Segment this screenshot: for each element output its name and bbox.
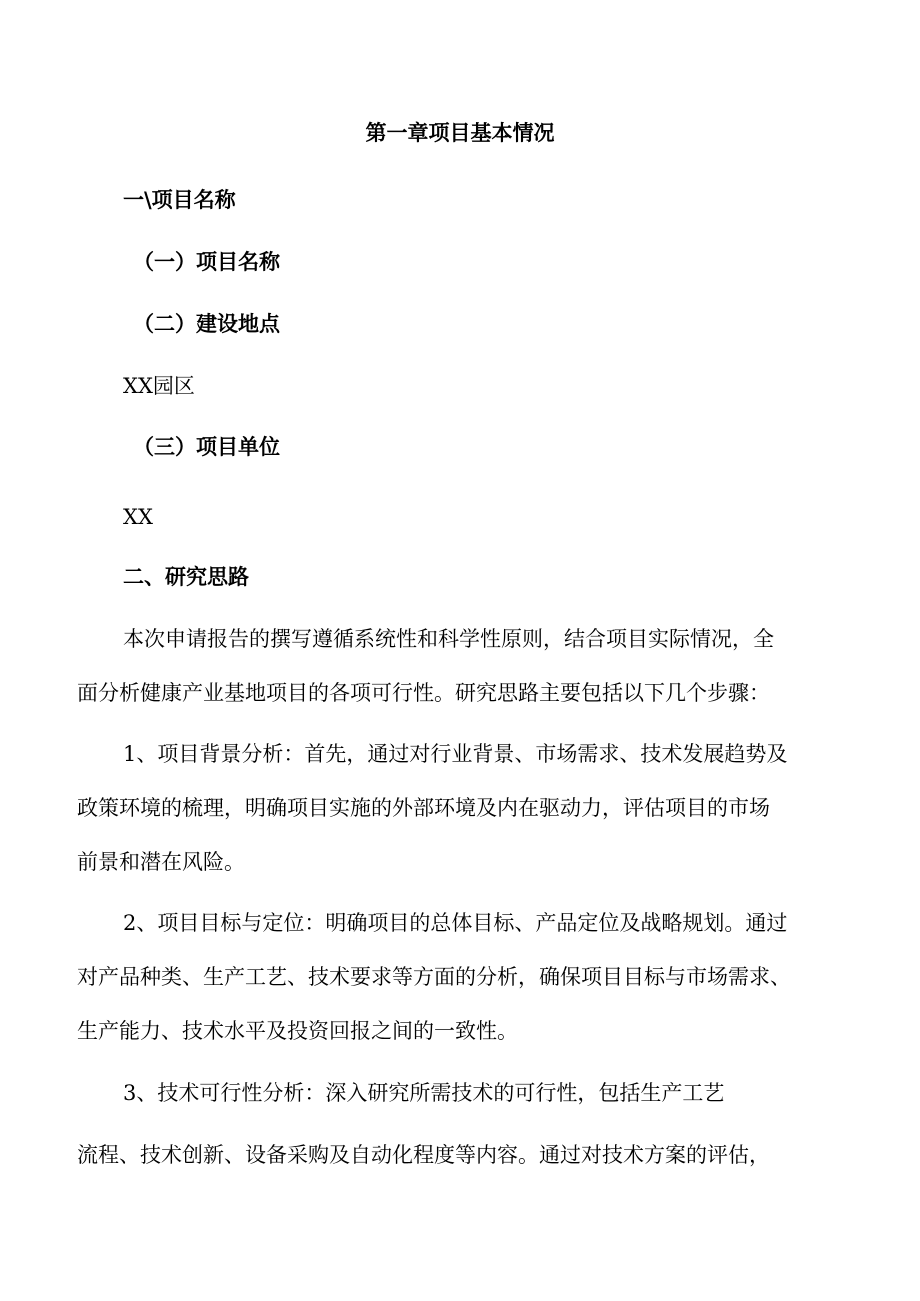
paragraph-intro-line: 面分析健康产业基地项目的各项可行性。研究思路主要包括以下几个步骤： (77, 681, 770, 705)
project-unit-value: XX (123, 505, 153, 529)
paragraph-step3-line: 3、技术可行性分析：深入研究所需技术的可行性，包括生产工艺 (123, 1081, 725, 1105)
construction-site-value: XX园区 (123, 374, 195, 398)
paragraph-step2-line: 2、项目目标与定位：明确项目的总体目标、产品定位及战略规划。通过 (123, 911, 788, 935)
paragraph-step2-line: 生产能力、技术水平及投资回报之间的一致性。 (77, 1019, 518, 1043)
subsection-heading-1: （一）项目名称 (133, 249, 280, 274)
paragraph-step1-line: 前景和潜在风险。 (77, 850, 245, 874)
section-heading-1: 一\项目名称 (123, 187, 236, 212)
section-heading-2: 二、研究思路 (123, 564, 249, 589)
paragraph-step1-line: 1、项目背景分析：首先，通过对行业背景、市场需求、技术发展趋势及 (123, 742, 788, 766)
paragraph-intro-line: 本次申请报告的撰写遵循系统性和科学性原则，结合项目实际情况，全 (123, 627, 774, 651)
paragraph-step2-line: 对产品种类、生产工艺、技术要求等方面的分析，确保项目目标与市场需求、 (77, 965, 791, 989)
paragraph-step1-line: 政策环境的梳理，明确项目实施的外部环境及内在驱动力，评估项目的市场 (77, 796, 770, 820)
paragraph-step3-line: 流程、技术创新、设备采购及自动化程度等内容。通过对技术方案的评估， (77, 1143, 770, 1167)
subsection-heading-3: （三）项目单位 (133, 434, 280, 459)
chapter-title: 第一章项目基本情况 (365, 120, 555, 145)
subsection-heading-2: （二）建设地点 (133, 311, 280, 336)
